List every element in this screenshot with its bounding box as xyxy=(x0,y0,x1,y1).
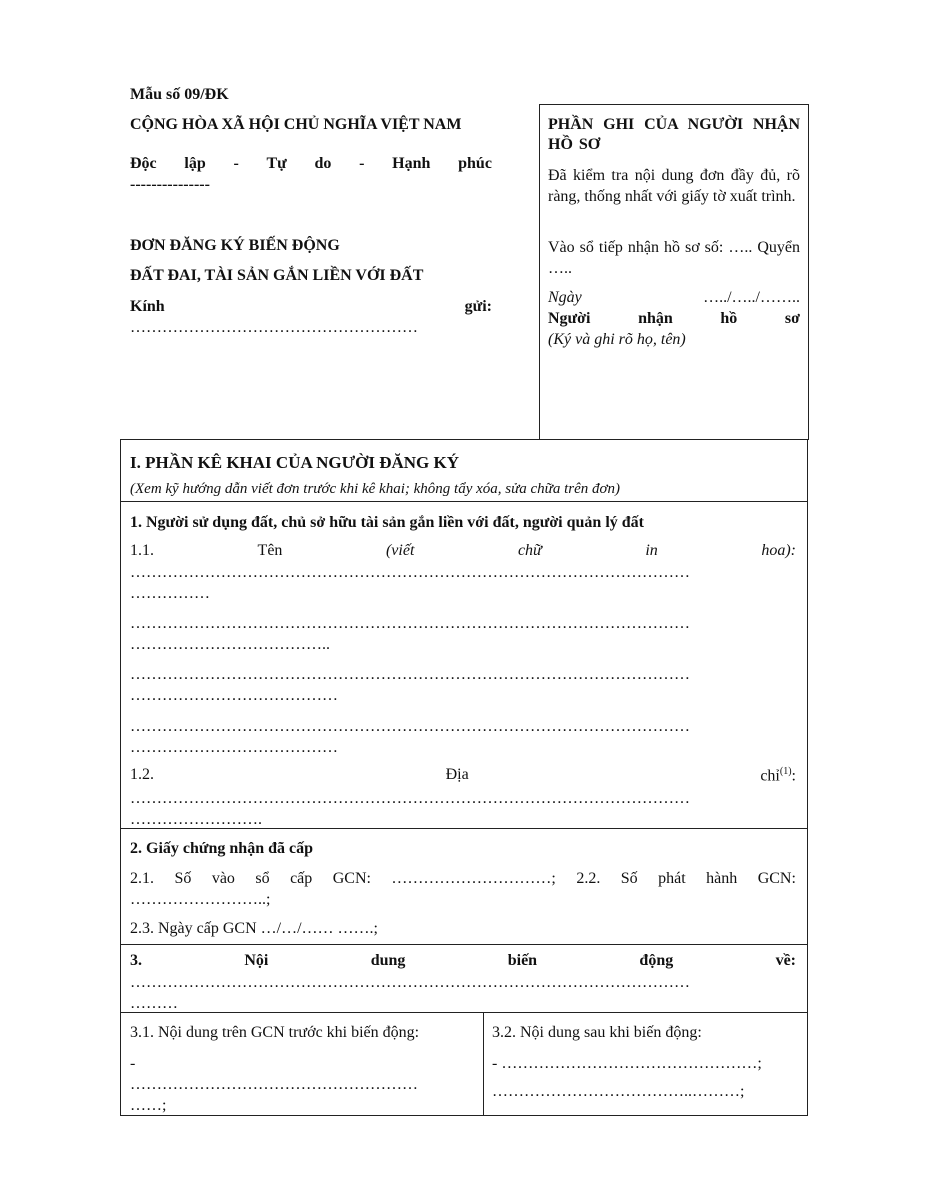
row-divider xyxy=(120,501,808,502)
item3-word: động xyxy=(639,952,674,969)
motto-word: Độc xyxy=(130,155,157,172)
receiver-box-title: PHẦN GHI CỦA NGƯỜI NHẬN HỒ SƠ xyxy=(548,116,800,153)
column-divider xyxy=(483,1012,484,1116)
motto-word: lập xyxy=(184,155,206,172)
national-motto xyxy=(130,155,492,173)
receiver-signature-label xyxy=(548,310,800,328)
receiver-date xyxy=(548,289,800,307)
row-divider xyxy=(120,944,808,945)
item3-title xyxy=(130,952,796,970)
address-word: Địa xyxy=(445,766,469,783)
form-title-line1: ĐƠN ĐĂNG KÝ BIẾN ĐỘNG xyxy=(130,237,340,254)
name-word: chữ xyxy=(517,542,542,559)
address-number: 1.2. xyxy=(130,766,154,783)
name-field-3[interactable]: …………………………………………………………………………………………… xyxy=(130,666,690,683)
footnote-ref: (1) xyxy=(779,766,792,777)
form-number: Mẫu số 09/ĐK xyxy=(130,86,229,103)
motto-word: - xyxy=(359,155,365,172)
change-content-field-cont[interactable]: ……… xyxy=(130,995,178,1012)
gcn-word: cấp xyxy=(290,870,313,887)
gcn-word: 2.1. xyxy=(130,870,154,887)
before-change-field[interactable]: ……………………………………………… xyxy=(130,1076,418,1093)
receiver-sign-note: (Ký và ghi rõ họ, tên) xyxy=(548,331,686,348)
address-field[interactable]: …………………………………………………………………………………………… xyxy=(130,790,690,807)
name-label xyxy=(130,542,796,560)
item3-word: về: xyxy=(775,952,796,969)
name-field-4-cont[interactable]: ………………………………… xyxy=(130,739,338,756)
motto-word: phúc xyxy=(458,155,492,172)
item3-word: dung xyxy=(370,952,406,969)
motto-word: do xyxy=(314,155,332,172)
name-field-2-cont[interactable]: ……………………………….. xyxy=(130,636,330,653)
country-name: CỘNG HÒA XÃ HỘI CHỦ NGHĨA VIỆT NAM xyxy=(130,116,462,133)
name-field[interactable]: …………………………………………………………………………………………… xyxy=(130,564,690,581)
gcn-serial-field[interactable]: ……………………..; xyxy=(130,891,271,908)
name-field-4[interactable]: …………………………………………………………………………………………… xyxy=(130,718,690,735)
address-chi: chỉ xyxy=(760,767,780,785)
item3-word: 3. xyxy=(130,952,142,969)
item2-title: 2. Giấy chứng nhận đã cấp xyxy=(130,840,313,857)
item3-word: Nội xyxy=(244,952,269,969)
gcn-word: vào xyxy=(211,870,235,887)
name-word: (viết xyxy=(385,542,415,559)
name-word: 1.1. xyxy=(130,542,154,559)
receiver-box xyxy=(539,104,809,440)
motto-word: - xyxy=(233,155,239,172)
change-content-field[interactable]: …………………………………………………………………………………………… xyxy=(130,974,690,991)
motto-word: Hạnh xyxy=(392,155,431,172)
address-label xyxy=(130,766,796,785)
receiver-word: sơ xyxy=(784,310,800,327)
receiver-record-text: Vào sổ tiếp nhận hồ sơ số: ….. Quyển ….. xyxy=(548,239,800,277)
section-i-title: I. PHẦN KÊ KHAI CỦA NGƯỜI ĐĂNG KÝ xyxy=(130,453,459,472)
before-change-label: 3.1. Nội dung trên GCN trước khi biến động: xyxy=(130,1024,420,1041)
item1-title: 1. Người sử dụng đất, chủ sở hữu tài sản gắn liền với đất, người quản lý đất xyxy=(130,514,644,531)
before-change-dash: - xyxy=(130,1055,136,1072)
date-field[interactable]: …../…../…….. xyxy=(703,289,800,306)
gcn-word: Số xyxy=(174,870,192,887)
gcn-word: GCN: xyxy=(757,870,796,887)
after-change-field-2[interactable]: ………………………………..………; xyxy=(492,1083,745,1100)
kinh-gui-field[interactable]: ……………………………………………… xyxy=(130,319,418,336)
after-change-label: 3.2. Nội dung sau khi biến động: xyxy=(492,1024,702,1041)
gcn-word: sổ xyxy=(255,870,270,887)
kinh-gui xyxy=(130,298,492,316)
gcn-word: 2.2. xyxy=(576,870,601,887)
gcn-word: Số xyxy=(620,870,638,887)
gcn-record-field[interactable]: …………………………; xyxy=(391,870,556,887)
motto-word: Tự xyxy=(266,155,287,172)
date-label: Ngày xyxy=(548,289,582,306)
form-title-line2: ĐẤT ĐAI, TÀI SẢN GẮN LIỀN VỚI ĐẤT xyxy=(130,267,424,284)
row-divider xyxy=(120,1012,808,1013)
name-word: in xyxy=(645,542,658,559)
name-field-2[interactable]: …………………………………………………………………………………………… xyxy=(130,615,690,632)
receiver-word: hồ xyxy=(720,310,738,327)
gcn-word: phát xyxy=(658,870,686,887)
name-field-3-cont[interactable]: ………………………………… xyxy=(130,687,338,704)
gcn-numbers-line xyxy=(130,870,796,888)
before-change-field-cont[interactable]: ……; xyxy=(130,1097,167,1114)
item3-word: biến xyxy=(507,952,538,969)
section-i-note: (Xem kỹ hướng dẫn viết đơn trước khi kê khai; không tẩy xóa, sửa chữa trên đơn) xyxy=(130,481,621,497)
motto-separator: --------------- xyxy=(130,176,210,193)
address-field-cont[interactable]: ……………………. xyxy=(130,811,262,828)
name-word: Tên xyxy=(257,542,283,559)
kinh-gui-left: Kính xyxy=(130,298,165,315)
gcn-word: hành xyxy=(706,870,738,887)
address-word-chi xyxy=(760,766,796,785)
name-field-cont[interactable]: …………… xyxy=(130,585,210,602)
kinh-gui-right: gửi: xyxy=(464,298,492,315)
receiver-word: nhận xyxy=(638,310,673,327)
after-change-field-1[interactable]: - …………………………………………; xyxy=(492,1055,762,1072)
address-colon: : xyxy=(791,767,796,785)
name-word: hoa): xyxy=(761,542,796,559)
gcn-issue-date[interactable]: 2.3. Ngày cấp GCN …/…/…… …….; xyxy=(130,920,378,937)
gcn-word: GCN: xyxy=(332,870,371,887)
receiver-check-text: Đã kiểm tra nội dung đơn đầy đủ, rõ ràng, thống nhất với giấy tờ xuất trình. xyxy=(548,167,800,205)
receiver-word: Người xyxy=(548,310,591,327)
